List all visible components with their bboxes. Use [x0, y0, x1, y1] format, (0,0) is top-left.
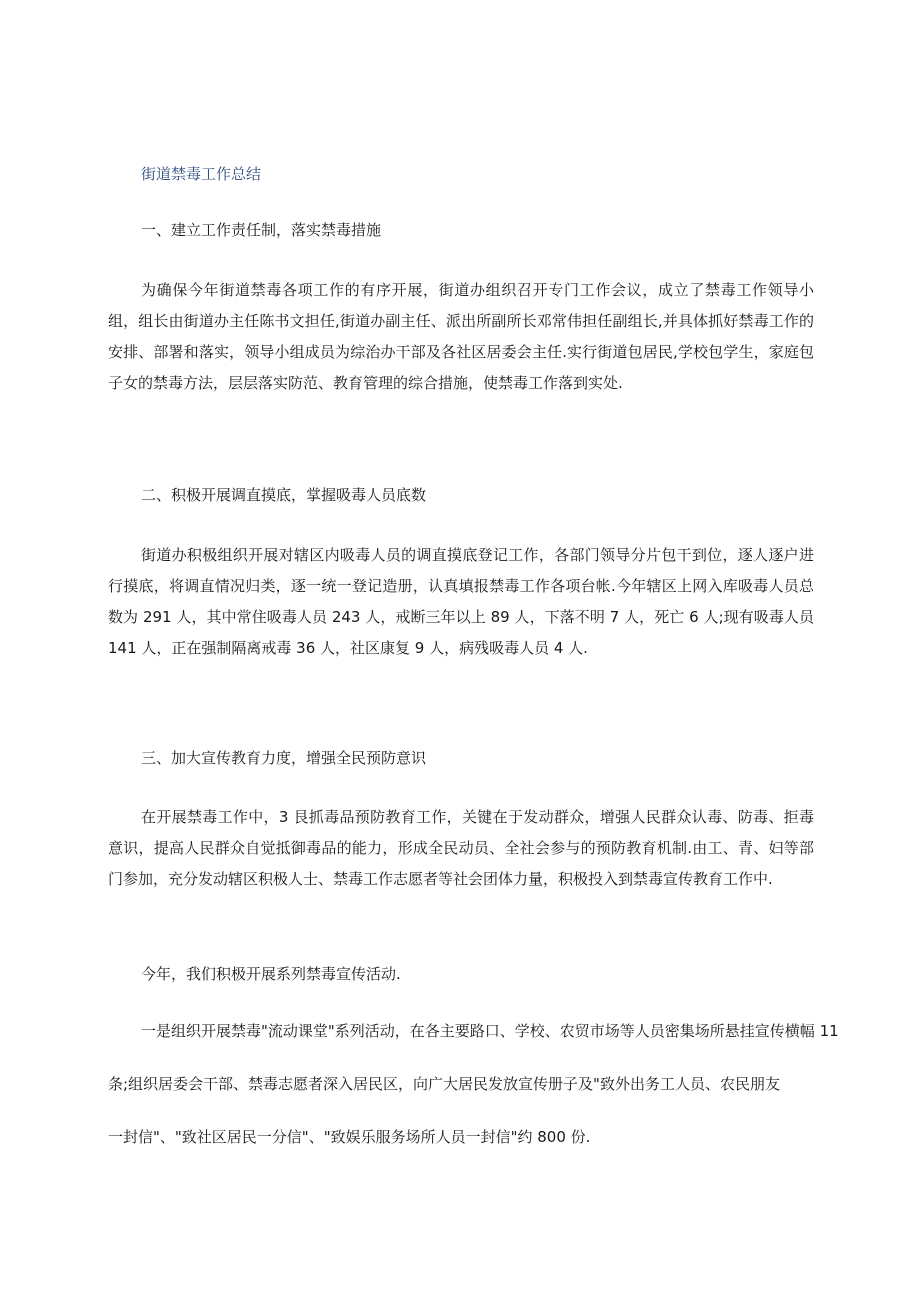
section-3-paragraph: 在开展禁毒工作中，3 艮抓毒品预防教育工作，关键在于发动群众，增强人民群众认毒、防毒、拒毒意识，提高人民群众自觉抵御毒品的能力，形成全民动员、全社会参与的预防教育机制.由工、青、妇等部门参加，充分发动辖区积极人士、禁毒工作志愿者等社会团体力量，积极投入到禁毒宣传教育工作中.: [108, 808, 814, 888]
section-3-intro: 今年，我们积极开展系列禁毒宣传活动.: [141, 965, 401, 983]
item-1-line-3: 一封信"、"致社区居民一分信"、"致娱乐服务场所人员一封信"约 800 份.: [108, 1128, 591, 1146]
section-2-heading: 二、积极开展调直摸底，掌握吸毒人员底数: [141, 486, 427, 504]
section-2-paragraph: 街道办积极组织开展对辖区内吸毒人员的调直摸底登记工作，各部门领导分片包干到位，逐人逐户进行摸底，将调直情况归类，逐一统一登记造册，认真填报禁毒工作各项台帐.今年辖区上网入库吸毒人员总数为 291 人，其中常住吸毒人员 243 人，戒断三年以上 89 人，下落不明 7 人，死亡 6 人;现有吸毒人员 141 人，正在强制隔离戒毒 36 人，社区康复 9 人，病残吸毒人员 4 人.: [108, 546, 814, 657]
section-1-paragraph: 为确保今年街道禁毒各项工作的有序开展，街道办组织召开专门工作会议，成立了禁毒工作领导小组，组长由街道办主任陈书文担任,街道办副主任、派出所副所长邓常伟担任副组长,并具体抓好禁毒工作的安排、部署和落实，领导小组成员为综治办干部及各社区居委会主任.实行街道包居民,学校包学生，家庭包子女的禁毒方法，层层落实防范、教育管理的综合措施，使禁毒工作落到实处.: [108, 281, 814, 392]
item-1-line-2: 条;组织居委会干部、禁毒志愿者深入居民区，向广大居民发放宣传册子及"致外出务工人员、农民朋友: [108, 1075, 780, 1093]
document-title: 街道禁毒工作总结: [141, 165, 262, 183]
section-1-heading: 一、建立工作责任制，落实禁毒措施: [141, 221, 382, 239]
item-1-line-1: 一是组织开展禁毒"流动课堂"系列活动，在各主要路口、学校、农贸市场等人员密集场所悬挂宣传横幅 11: [141, 1022, 839, 1040]
section-3-heading: 三、加大宣传教育力度，增强全民预防意识: [141, 749, 427, 767]
